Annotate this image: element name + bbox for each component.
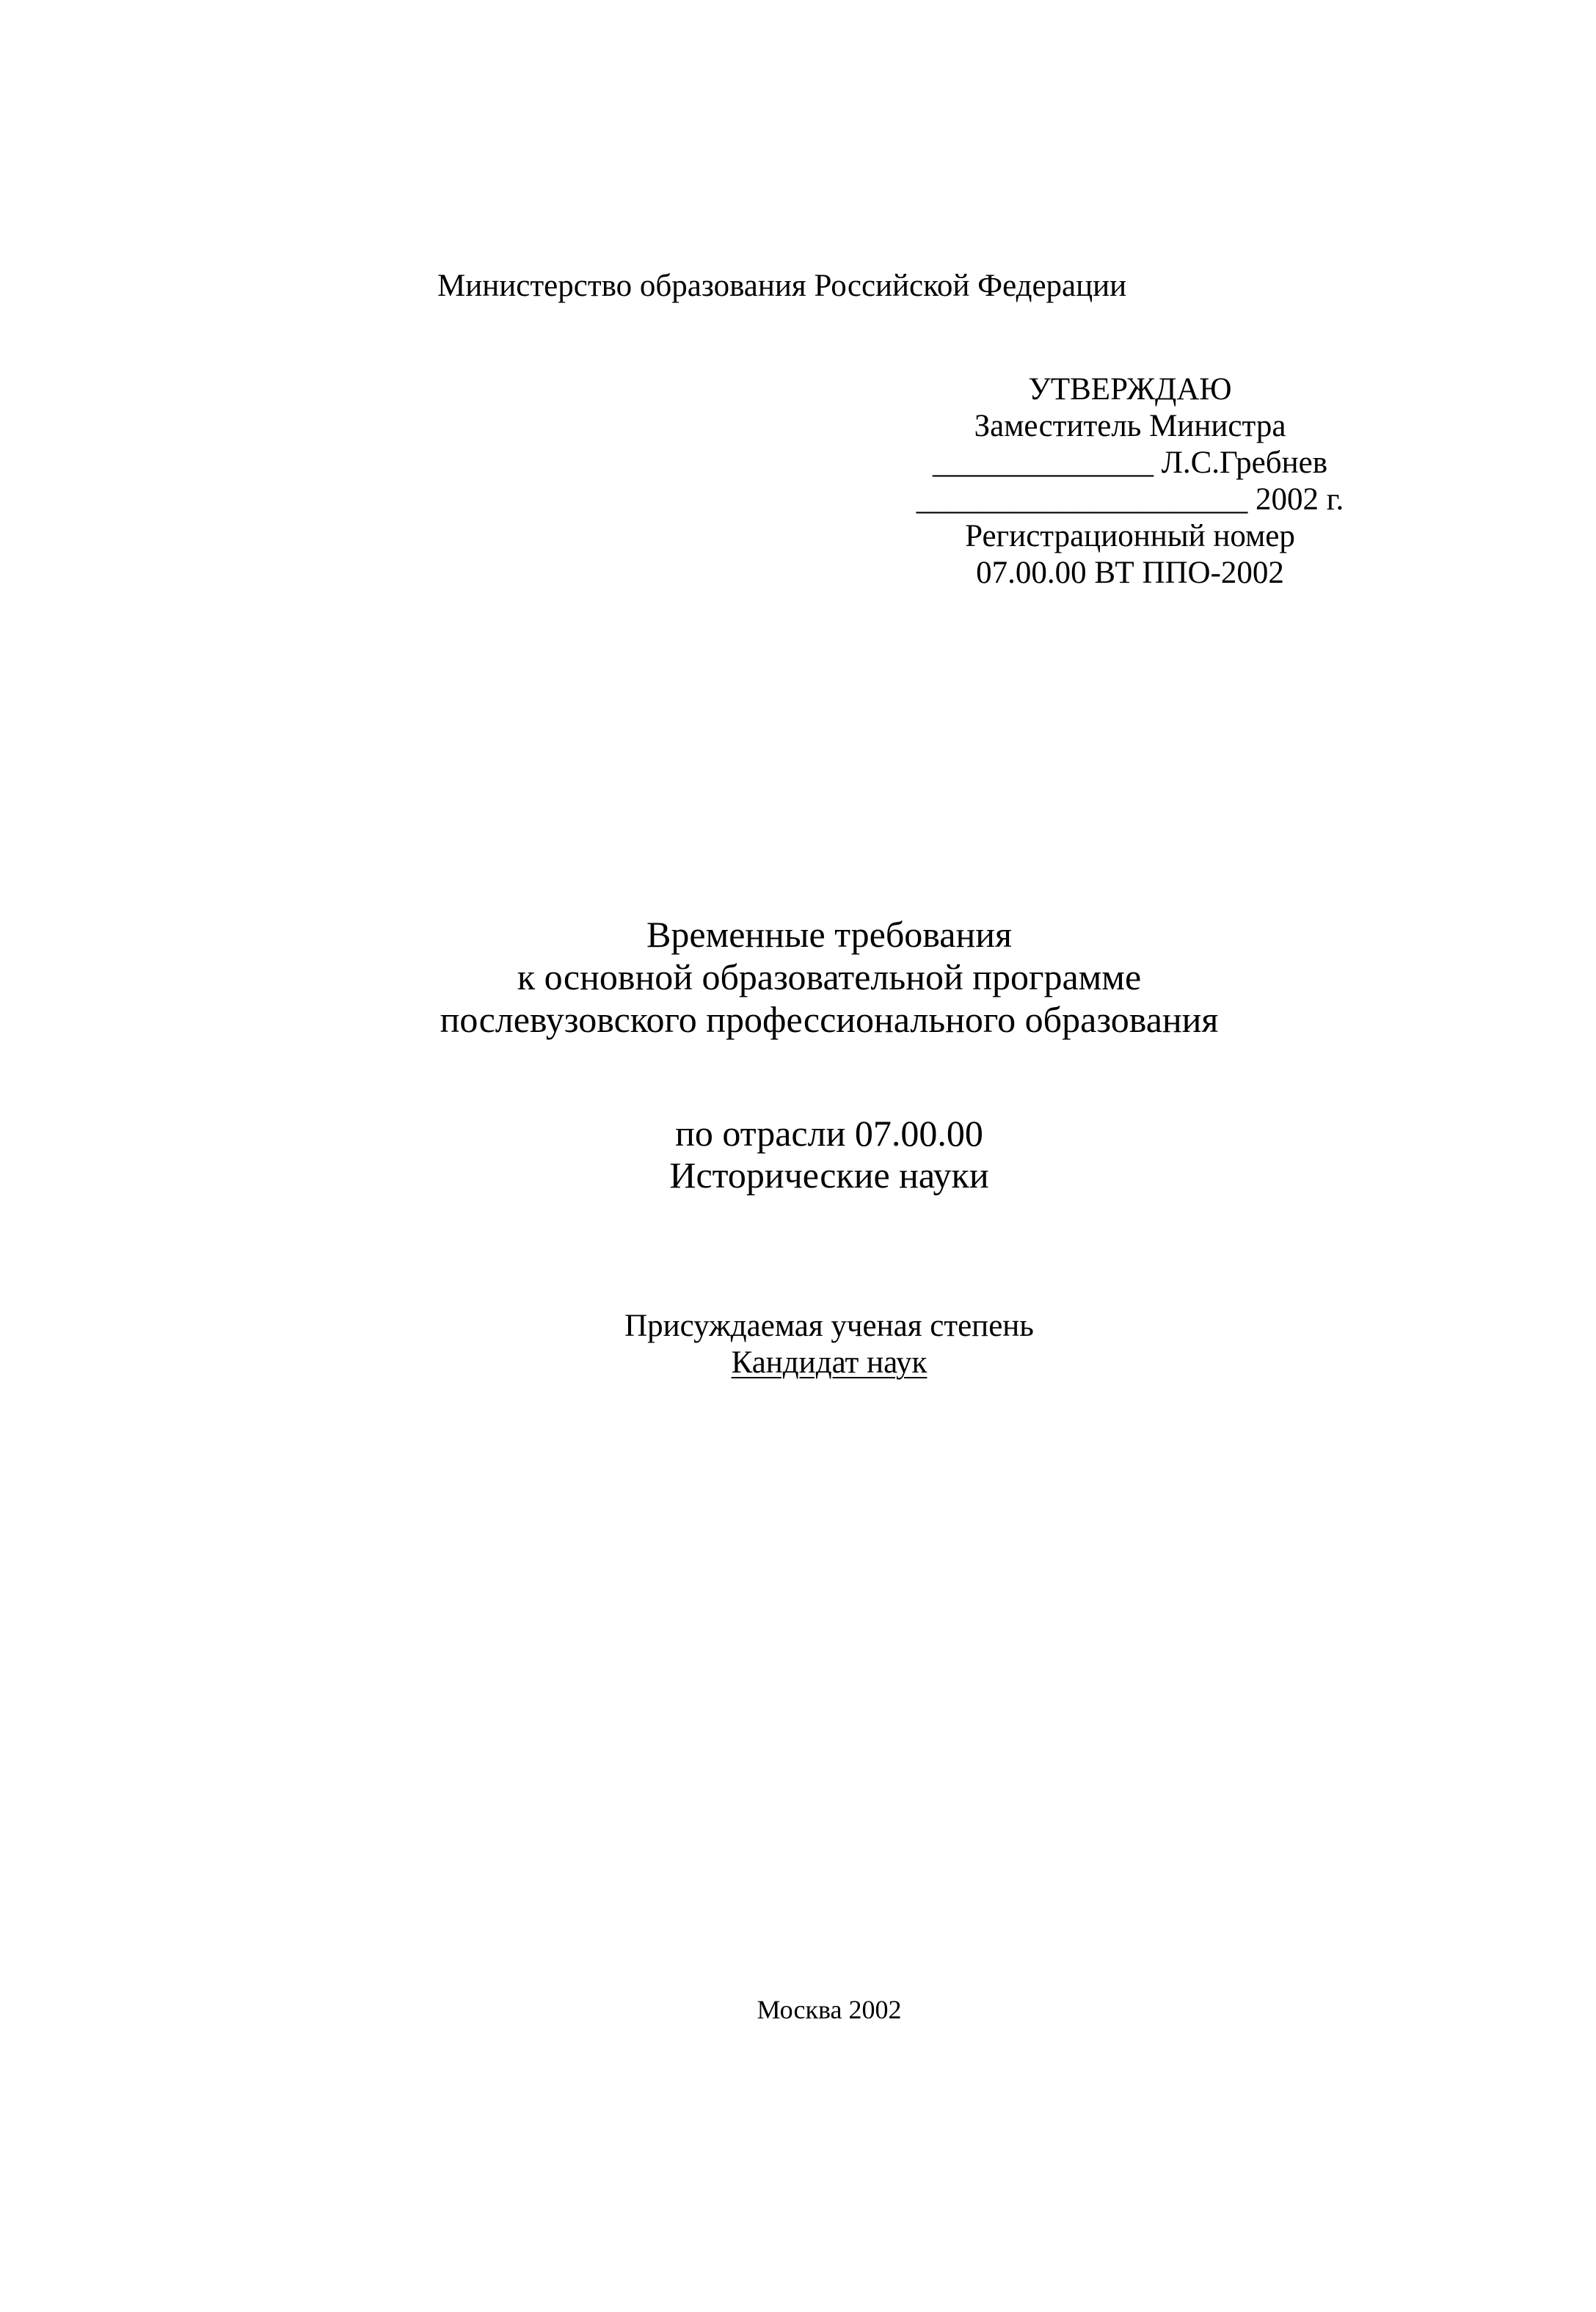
city-year: Москва 2002 (757, 1995, 902, 2024)
approval-position: Заместитель Министра (974, 409, 1286, 443)
approval-signature-line: ______________ Л.С.Гребнев (932, 446, 1328, 480)
approval-reg-number: 07.00.00 ВТ ППО-2002 (976, 556, 1284, 590)
title-line-3: послевузовского профессионального образования (440, 999, 1219, 1040)
ministry-heading: Министерство образования Российской Федерации (437, 269, 1127, 303)
approval-date-line: _____________________ 2002 г. (916, 482, 1344, 517)
degree-block (572, 1308, 1086, 1381)
degree-value: Кандидат наук (731, 1345, 928, 1380)
branch-code: по отрасли 07.00.00 (675, 1113, 983, 1154)
approval-reg-label: Регистрационный номер (965, 519, 1295, 553)
title-line-2: к основной образовательной программе (517, 956, 1142, 997)
branch-block (572, 1113, 1086, 1196)
degree-label: Присуждаемая ученая степень (624, 1309, 1034, 1343)
approval-approve: УТВЕРЖДАЮ (1028, 372, 1232, 407)
approval-block (910, 371, 1350, 592)
title-line-1: Временные требования (646, 914, 1012, 955)
document-title (279, 913, 1380, 1041)
branch-name: Исторические науки (669, 1155, 989, 1196)
